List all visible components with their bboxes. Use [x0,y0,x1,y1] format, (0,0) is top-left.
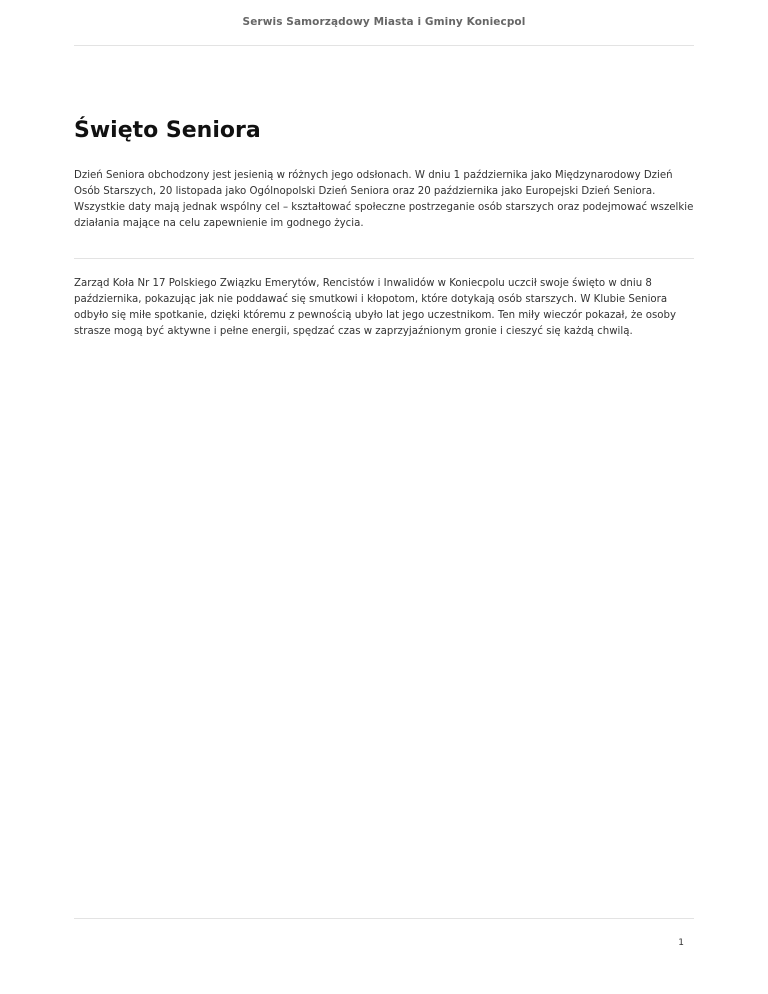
article-paragraph-1: Dzień Seniora obchodzony jest jesienią w różnych jego odsłonach. W dniu 1 października jako Międzynarodowy Dzień Osób Starszych, 20 listopada jako Ogólnopolski Dzień Seniora oraz 20 października jako Europejski Dzień Seniora. Wszystkie daty mają jednak wspólny cel – kształtować społeczne postrzeganie osób starszych oraz podejmować wszelkie działania mające na celu zapewnienie im godnego życia. [74,170,694,229]
article-paragraph-2: Zarząd Koła Nr 17 Polskiego Związku Emerytów, Rencistów i Inwalidów w Koniecpolu uczcił swoje święto w dniu 8 października, pokazując jak nie poddawać się smutkowi i kłopotom, które dotykają osób starszych. W Klubie Seniora odbyło się miłe spotkanie, dzięki któremu z pewnością ubyło lat jego uczestnikom. Ten miły wieczór pokazał, że osoby strasze mogą być aktywne i pełne energii, spędzać czas w zaprzyjaźnionym gronie i cieszyć się każdą chwilą. [74,278,677,337]
footer-divider [74,918,694,919]
site-header: Serwis Samorządowy Miasta i Gminy Koniecpol [242,16,526,28]
page-number: 1 [678,938,684,948]
article-title: Święto Seniora [74,118,261,143]
header-divider [74,45,694,46]
paragraph-divider [74,258,694,259]
